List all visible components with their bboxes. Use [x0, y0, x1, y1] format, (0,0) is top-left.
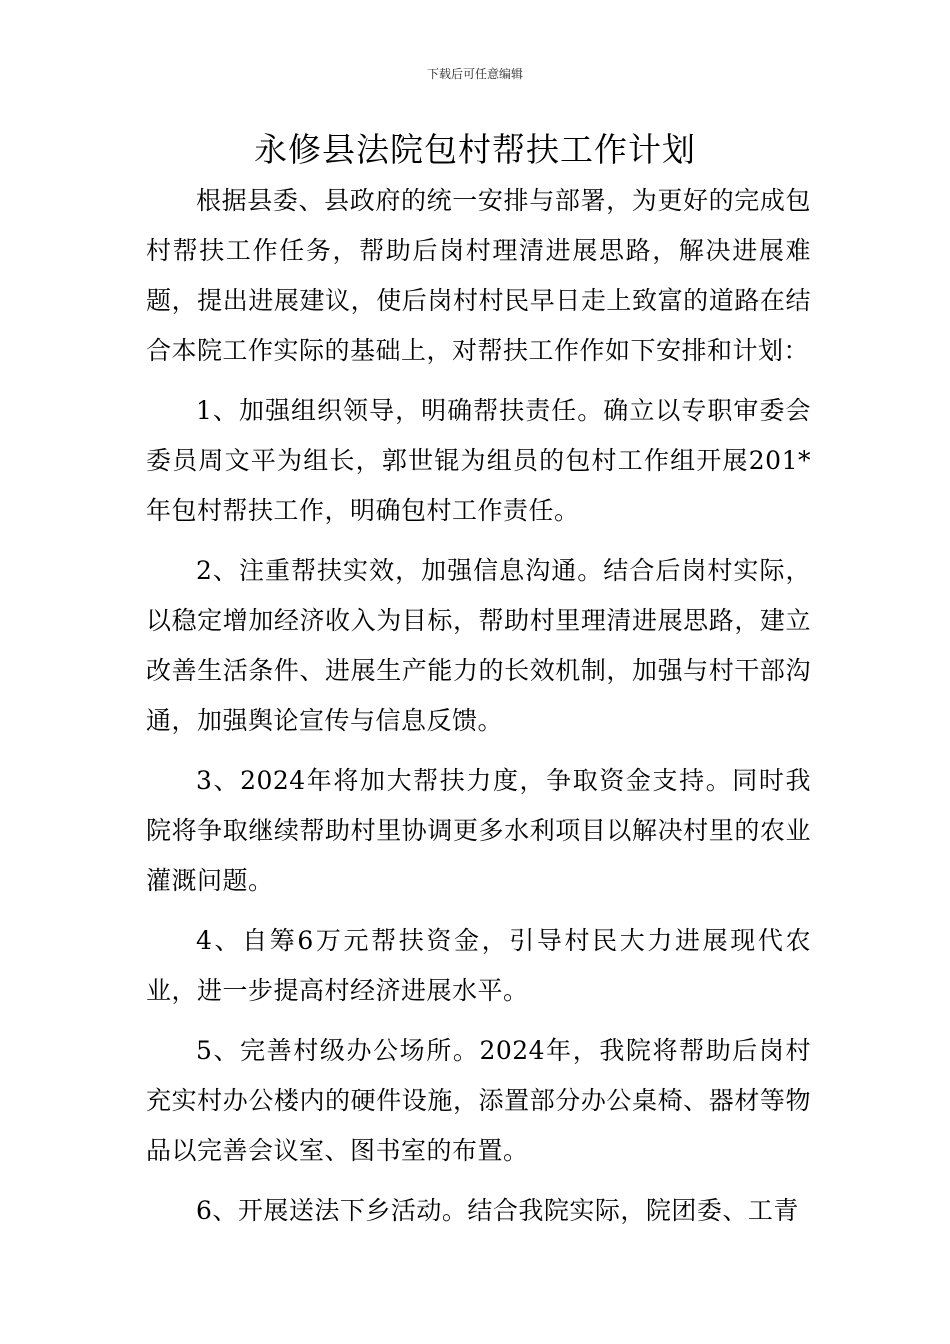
paragraph-item-3: 3、2024年将加大帮扶力度，争取资金支持。同时我院将争取继续帮助村里协调更多水利项目以解决村里的农业灌溉问题。: [146, 766, 811, 895]
paragraph-intro: 根据县委、县政府的统一安排与部署，为更好的完成包村帮扶工作任务，帮助后岗村理清进展思路，解决进展难题，提出进展建议，使后岗村村民早日走上致富的道路在结合本院工作实际的基础上，对帮扶工作作如下安排和计划：: [146, 186, 811, 365]
paragraph-item-6: 6、开展送法下乡活动。结合我院实际，院团委、工青: [196, 1196, 799, 1225]
document-title: 永修县法院包村帮扶工作计划: [254, 130, 696, 169]
header-note: 下载后可任意编辑: [426, 67, 523, 81]
paragraph-item-5: 5、完善村级办公场所。2024年，我院将帮助后岗村充实村办公楼内的硬件设施，添置部分办公桌椅、器材等物品以完善会议室、图书室的布置。: [146, 1036, 811, 1165]
paragraph-item-1: 1、加强组织领导，明确帮扶责任。确立以专职审委会委员周文平为组长，郭世锟为组员的包村工作组开展201*年包村帮扶工作，明确包村工作责任。: [146, 396, 811, 525]
paragraph-item-2: 2、注重帮扶实效，加强信息沟通。结合后岗村实际，以稳定增加经济收入为目标，帮助村里理清进展思路，建立改善生活条件、进展生产能力的长效机制，加强与村干部沟通，加强舆论宣传与信息反馈。: [146, 556, 811, 735]
document-body: [146, 176, 811, 1246]
paragraph-item-4: 4、自筹6万元帮扶资金，引导村民大力进展现代农业，进一步提高村经济进展水平。: [146, 926, 811, 1005]
